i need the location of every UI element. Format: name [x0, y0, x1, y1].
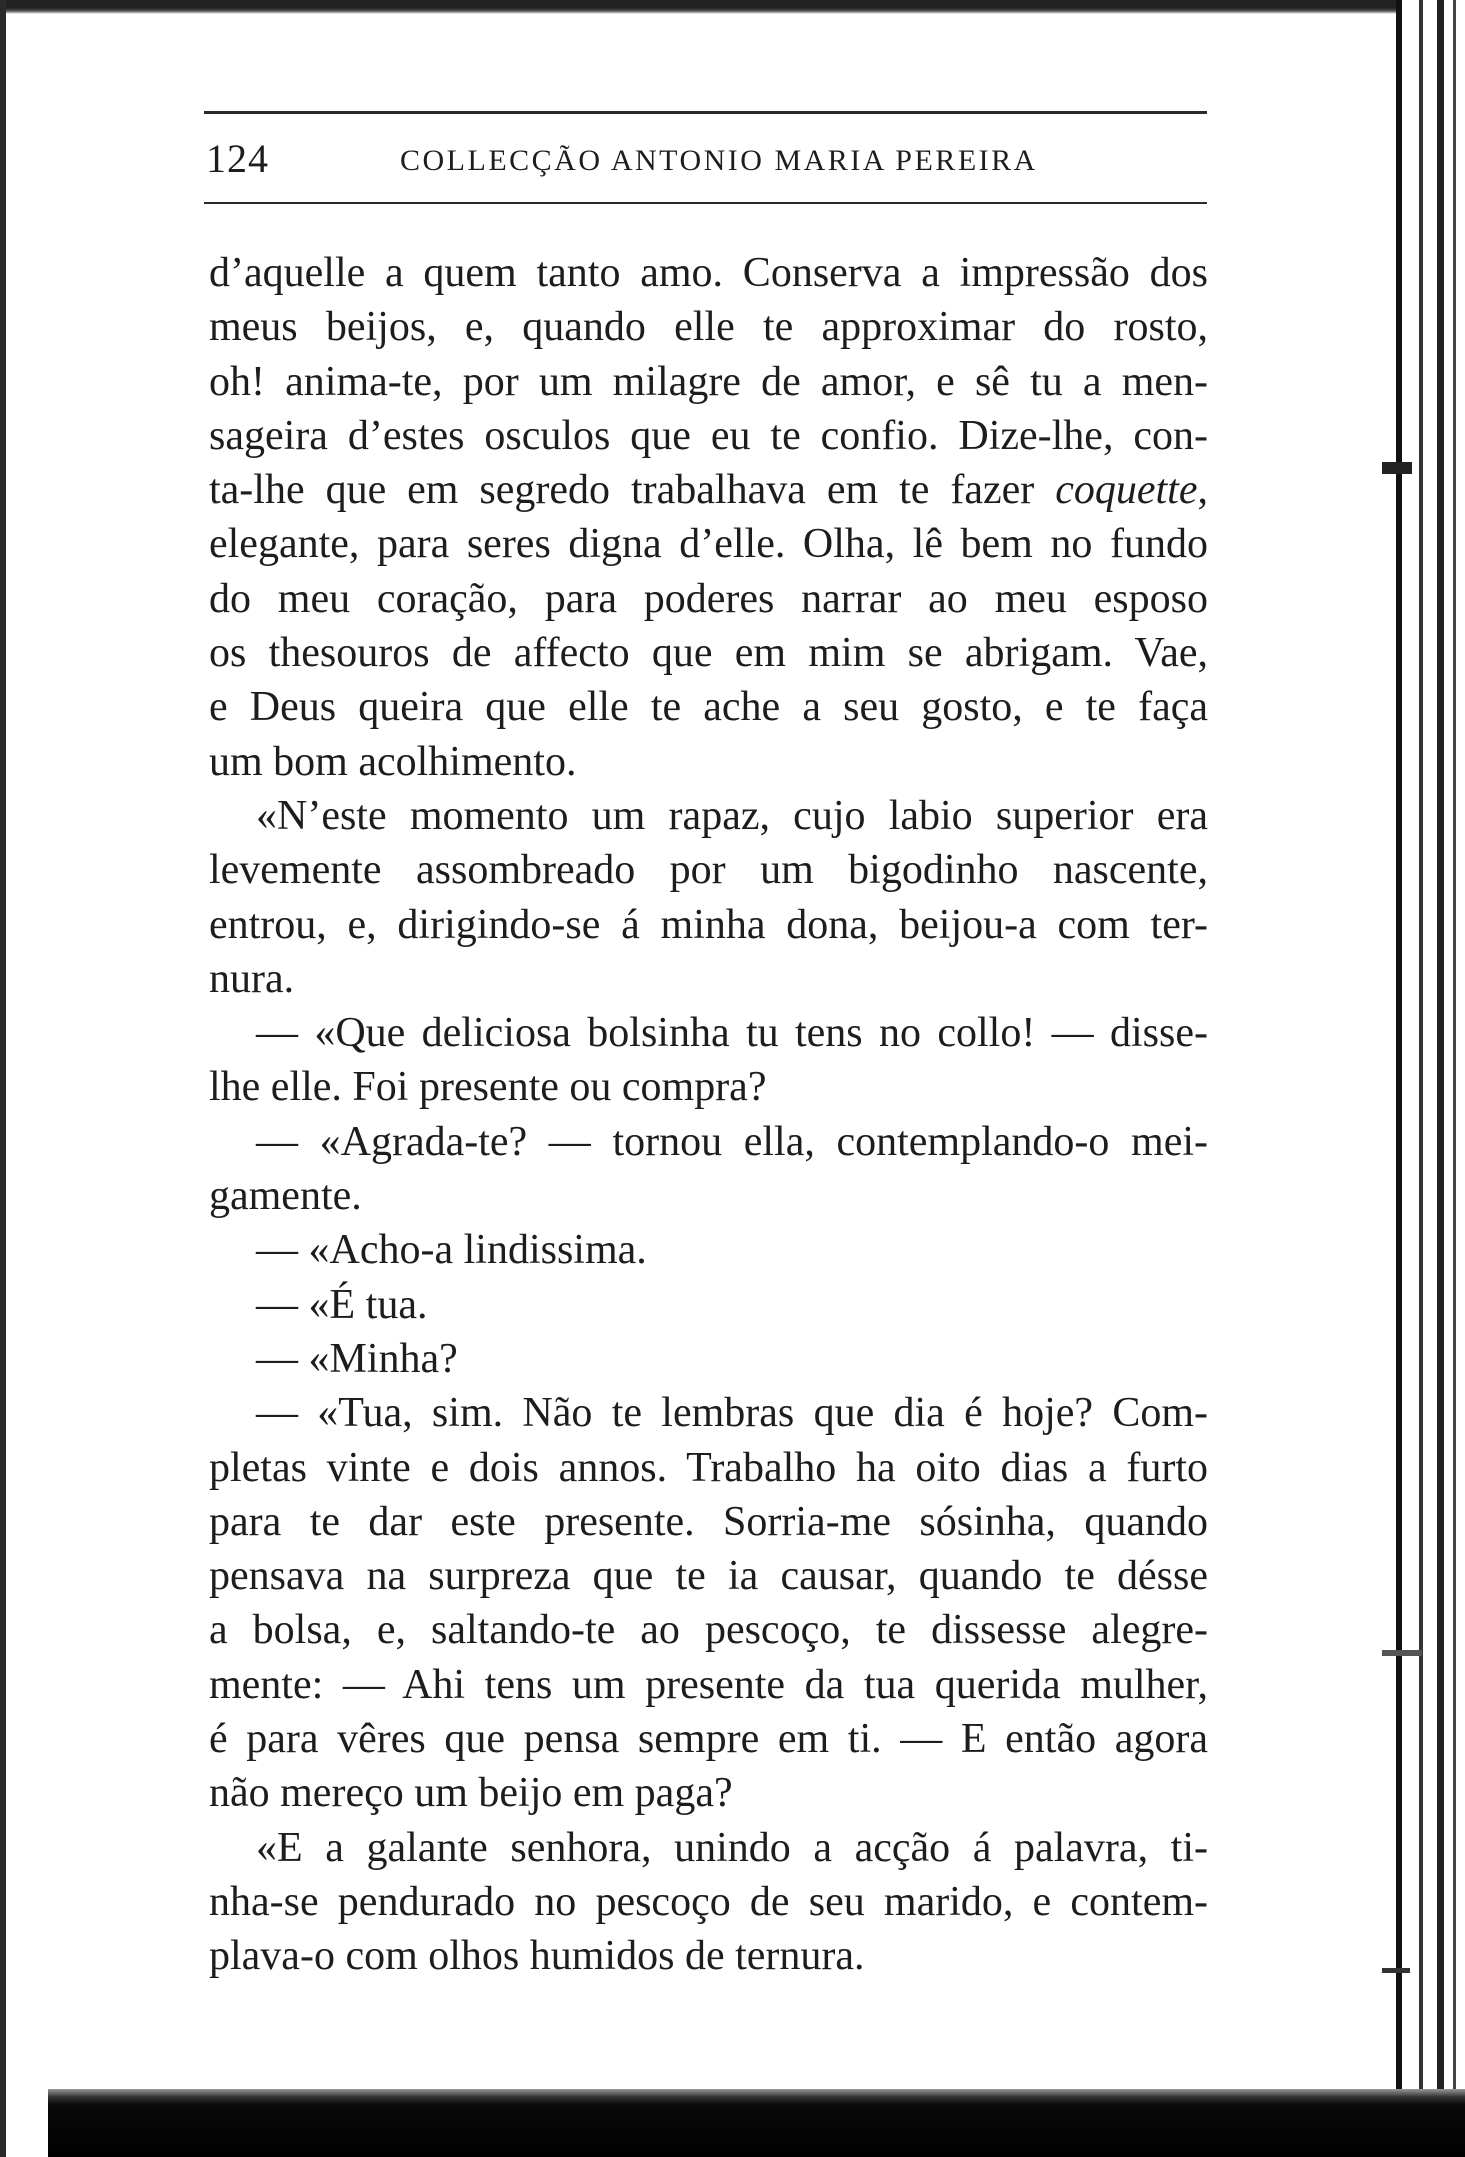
text-line: não mereço um beijo em paga? — [209, 1770, 733, 1817]
text-line: a bolsa, e, saltando-te ao pescoço, te dissesse alegre- — [209, 1607, 1208, 1654]
text-line: para te dar este presente. Sorria-me sósinha, quando — [209, 1498, 1208, 1545]
scan-border-right — [1389, 0, 1465, 2157]
text-line: «E a galante senhora, unindo a acção á palavra, ti- — [256, 1824, 1208, 1871]
text-line: os thesouros de affecto que em mim se abrigam. Vae, — [209, 630, 1208, 677]
body-text — [209, 246, 1208, 1984]
page-number: 124 — [206, 136, 269, 181]
text-line: sageira d’estes osculos que eu te confio. Dize-lhe, con- — [209, 412, 1208, 459]
text-line: — «Que deliciosa bolsinha tu tens no collo! — disse- — [256, 1010, 1208, 1057]
text-line: — «Agrada-te? — tornou ella, contemplando-o mei- — [256, 1118, 1208, 1165]
text-line: mente: — Ahi tens um presente da tua querida mulher, — [209, 1661, 1208, 1708]
text-line: — «É tua. — [256, 1281, 428, 1328]
text-line: pletas vinte e dois annos. Trabalho ha oito dias a furto — [209, 1444, 1208, 1491]
italic-word: coquette — [1055, 467, 1198, 514]
text-line: e Deus queira que elle te ache a seu gosto, e te faça — [209, 684, 1208, 731]
text-line: entrou, e, dirigindo-se á minha dona, beijou-a com ter- — [209, 901, 1208, 948]
text-line: oh! anima-te, por um milagre de amor, e sê tu a men- — [209, 358, 1208, 405]
text-line — [209, 463, 1208, 517]
text-line: plava-o com olhos humidos de ternura. — [209, 1933, 865, 1980]
header-rule-bottom — [204, 202, 1207, 204]
text-span: , — [1197, 467, 1208, 514]
running-head: COLLECÇÃO ANTONIO MARIA PEREIRA — [400, 144, 1038, 177]
text-line: — «Minha? — [256, 1335, 458, 1382]
text-line: meus beijos, e, quando elle te approximar do rosto, — [209, 304, 1208, 351]
text-line: «N’este momento um rapaz, cujo labio superior era — [256, 792, 1208, 839]
text-line: pensava na surpreza que te ia causar, quando te désse — [209, 1553, 1208, 1600]
text-line: gamente. — [209, 1173, 362, 1220]
scan-border-bottom — [48, 2089, 1465, 2157]
text-line: elegante, para seres digna d’elle. Olha, lê bem no fundo — [209, 521, 1208, 568]
text-line: — «Tua, sim. Não te lembras que dia é hoje? Com- — [256, 1390, 1208, 1437]
scan-border-left — [0, 0, 6, 2157]
text-line: é para vêres que pensa sempre em ti. — E então agora — [209, 1716, 1208, 1763]
text-line: nura. — [209, 955, 295, 1002]
text-line: d’aquelle a quem tanto amo. Conserva a impressão dos — [209, 250, 1208, 296]
text-line: levemente assombreado por um bigodinho nascente, — [209, 847, 1208, 894]
scan-border-mark — [1382, 1968, 1410, 1973]
scan-border-top — [0, 0, 1400, 14]
header-rule-top — [204, 111, 1207, 114]
text-line: lhe elle. Foi presente ou compra? — [209, 1064, 767, 1111]
text-span: ta-lhe que em segredo trabalhava em te fazer — [209, 467, 1056, 514]
text-line: um bom acolhimento. — [209, 738, 577, 785]
text-line: nha-se pendurado no pescoço de seu marido, e contem- — [209, 1878, 1208, 1925]
text-line: — «Acho-a lindissima. — [256, 1227, 647, 1274]
scan-border-mark — [1382, 462, 1412, 474]
scan-border-mark — [1382, 1650, 1422, 1656]
text-line: do meu coração, para poderes narrar ao meu esposo — [209, 575, 1208, 622]
